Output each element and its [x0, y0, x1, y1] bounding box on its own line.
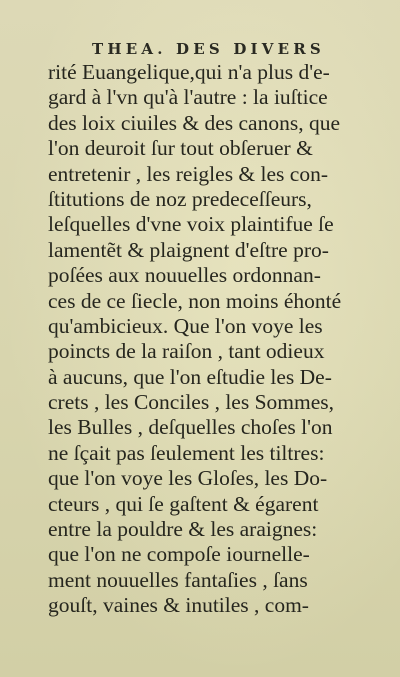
- text-line: qu'ambicieux. Que l'on voye les: [48, 313, 323, 338]
- body-text: [48, 60, 393, 619]
- text-line: ces de ce ſiecle, non moins éhonté: [48, 288, 342, 313]
- text-line: entre la pouldre & les araignes:: [48, 517, 318, 542]
- text-line: des loix ciuiles & des canons, que: [48, 110, 340, 135]
- text-line: ſtitutions de noz predeceſſeurs,: [48, 186, 312, 211]
- text-line: rité Euangelique,qui n'a plus d'e-: [48, 60, 330, 84]
- text-line: gard à l'vn qu'à l'autre : la iuſtice: [48, 85, 328, 110]
- text-line: que l'on ne compoſe iournelle-: [48, 542, 310, 567]
- text-line: crets , les Conciles , les Sommes,: [48, 390, 335, 415]
- text-line: entretenir , les reigles & les con-: [48, 161, 328, 186]
- running-head: THEA. DES DIVERS: [92, 40, 325, 58]
- text-line: leſquelles d'vne voix plaintifue ſe: [48, 212, 334, 237]
- text-line: que l'on voye les Gloſes, les Do-: [48, 466, 328, 491]
- text-line: poſées aux nouuelles ordonnan-: [48, 263, 321, 288]
- text-line: lamentẽt & plaignent d'eſtre pro-: [48, 237, 329, 262]
- text-line: les Bulles , deſquelles choſes l'on: [48, 415, 333, 440]
- text-line: l'on deuroit ſur tout obſeruer &: [48, 136, 313, 161]
- text-line: poincts de la raiſon , tant odieux: [48, 339, 325, 364]
- text-line: à aucuns, que l'on eſtudie les De-: [48, 364, 332, 389]
- text-line: cteurs , qui ſe gaſtent & égarent: [48, 491, 319, 516]
- text-line: gouſt, vaines & inutiles , com-: [48, 593, 309, 618]
- text-line: ne ſçait pas ſeulement les tiltres:: [48, 440, 325, 465]
- text-line: ment nouuelles fantaſies , ſans: [48, 567, 308, 592]
